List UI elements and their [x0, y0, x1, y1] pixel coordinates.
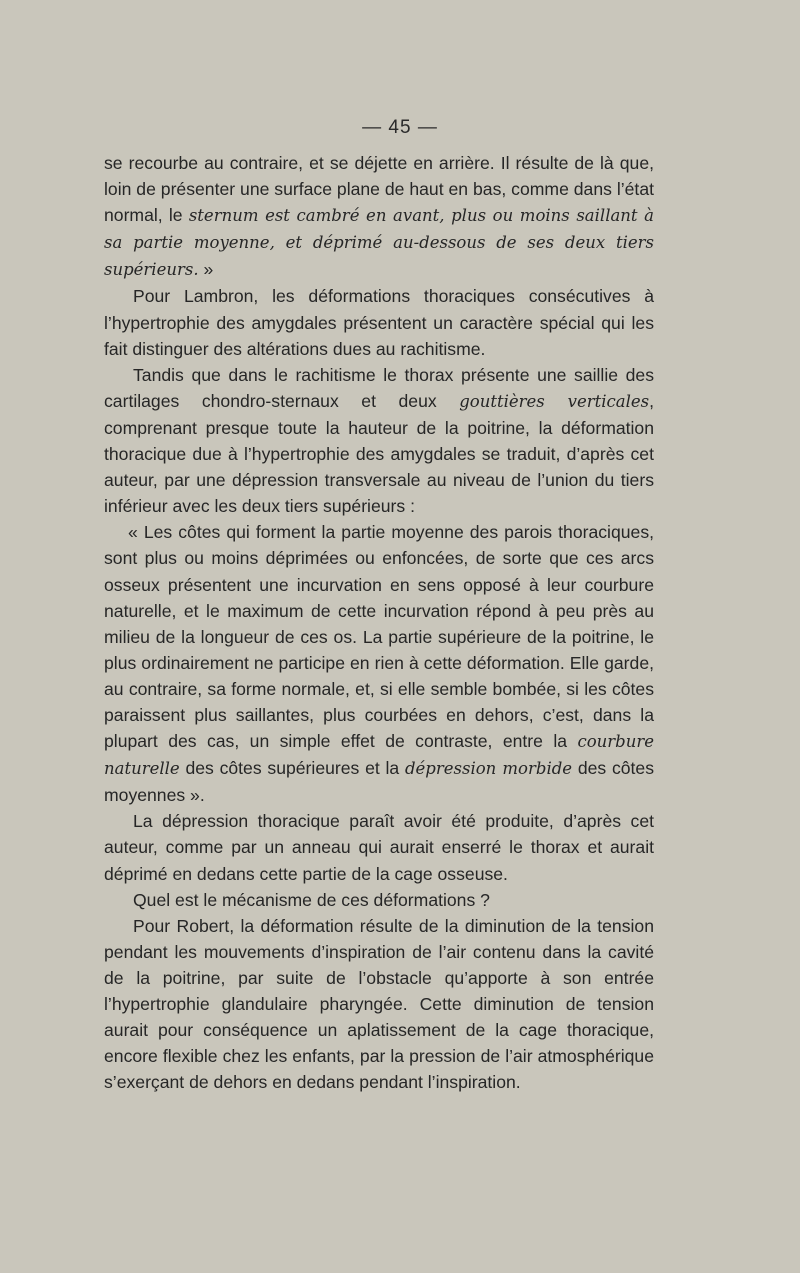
paragraph-6: [104, 887, 654, 913]
paragraph-7: [104, 913, 654, 1096]
paragraph-4-italic-1: courbure naturelle: [104, 732, 654, 779]
paragraph-3-italic-1: gouttières verticales: [459, 391, 650, 411]
body-text: [104, 150, 654, 1095]
paragraph-2: [104, 283, 654, 361]
paragraph-4-text-3: des côtes moyennes ».: [104, 758, 654, 806]
paragraph-4-text-1: « Les côtes qui forment la partie moyenne des parois thoraciques, sont plus ou moins déprimées ou enfoncées, de sorte que ces arcs osseux présentent une incurvation en sens opposé à leur courbure naturelle, et le maximum de cette incurvation répond à peu près au milieu de la longueur de ces os. La partie supérieure de la poitrine, le plus ordinairement ne participe en rien à cette déformation. Elle garde, au contraire, sa forme normale, et, si elle semble bombée, si les côtes paraissent plus saillantes, plus courbées en dehors, c’est, dans la plupart des cas, un simple effet de contraste, entre la: [104, 522, 654, 752]
paragraph-3-text-2: , comprenant presque toute la hauteur de la poitrine, la déformation thoracique due à l’hypertrophie des amygdales se traduit, d’après cet auteur, par une dépression transversale au niveau de l’union du tiers inférieur avec les deux tiers supérieurs :: [104, 390, 655, 517]
paragraph-5-text-1: La dépression thoracique paraît avoir été produite, d’après cet auteur, comme par un anneau qui aurait enserré le thorax et aurait déprimé en dedans cette partie de la cage osseuse.: [104, 811, 654, 884]
page-number: — 45 —: [362, 117, 438, 138]
paragraph-2-text-1: Pour Lambron, les déformations thoraciques consécutives à l’hypertrophie des amygdales présentent un caractère spécial qui les fait distinguer des altérations dues au rachitisme.: [104, 286, 654, 359]
paragraph-1: [104, 150, 654, 283]
paragraph-1-italic-1: sternum est cambré en avant, plus ou moins saillant à sa partie moyenne, et déprimé au-dessous de ses deux tiers supérieurs.: [104, 206, 654, 280]
paragraph-3: [104, 362, 654, 520]
paragraph-4-text-2: des côtes supérieures et la: [179, 758, 405, 779]
paragraph-7-text-1: Pour Robert, la déformation résulte de la diminution de la tension pendant les mouvements d’inspiration de l’air contenu dans la cavité de la poitrine, par suite de l’obstacle qu’apporte à son entrée l’hypertrophie glandulaire pharyngée. Cette diminution de tension aurait pour conséquence un aplatissement de la cage thoracique, encore flexible chez les enfants, par la pression de l’air atmosphérique s’exerçant de dehors en dedans pendant l’inspiration.: [104, 915, 654, 1093]
paragraph-6-text-1: Quel est le mécanisme de ces déformations ?: [133, 889, 490, 910]
paragraph-4: [104, 519, 654, 808]
paragraph-5: [104, 808, 654, 886]
paragraph-4-italic-2: dépression morbide: [404, 759, 573, 779]
paragraph-3-text-1: Tandis que dans le rachitisme le thorax présente une saillie des cartilages chondro-sternaux et deux: [104, 364, 654, 411]
paragraph-1-text-1: se recourbe au contraire, et se déjette en arrière. Il résulte de là que, loin de présenter une surface plane de haut en bas, comme dans l’état normal, le: [104, 153, 654, 226]
paragraph-1-text-2: »: [198, 259, 214, 280]
